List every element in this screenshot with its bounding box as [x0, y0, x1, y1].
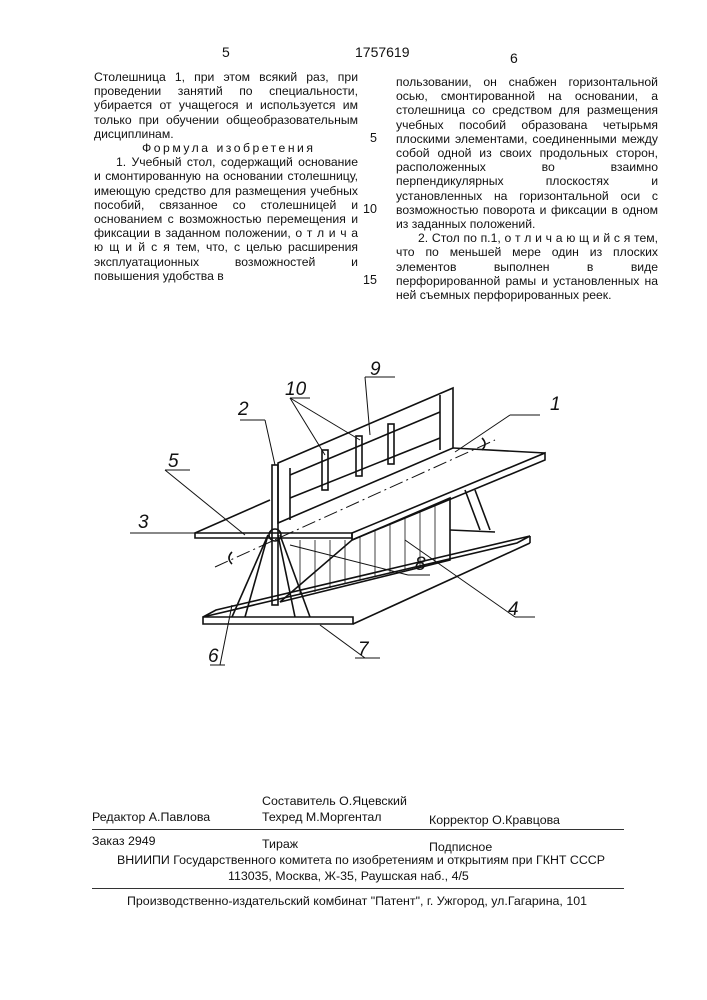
panel-lower — [280, 498, 450, 602]
organization: ВНИИПИ Государственного комитета по изобретениям и открытиям при ГКНТ СССР — [117, 853, 606, 867]
techred: Техред М.Моргентал — [262, 810, 382, 824]
figure-label: 3 — [138, 512, 149, 533]
figure-label: 5 — [168, 451, 179, 472]
figure-label: 1 — [550, 394, 561, 415]
left-page-number: 5 — [222, 44, 230, 60]
figure-drawing — [120, 330, 590, 680]
figure-label: 8 — [415, 554, 426, 575]
publisher: Производственно-издательский комбинат "Патент", г. Ужгород, ул.Гагарина, 101 — [127, 894, 587, 908]
paragraph-intro: Столешница 1, при этом всякий раз, при проведении занятий по специальности, убирается от учащегося и используется им только при обучении общеобразовательным дисциплинам. — [94, 70, 358, 141]
order-number: Заказ 2949 — [92, 834, 156, 848]
subscription: Подписное — [429, 840, 493, 854]
corrector: Корректор О.Кравцова — [429, 813, 560, 827]
base-frame — [203, 536, 530, 617]
right-page-number: 6 — [510, 50, 518, 66]
rotation-arrow — [482, 438, 485, 450]
line-number: 5 — [370, 131, 377, 145]
pivot-hub — [269, 529, 281, 541]
circulation: Тираж — [262, 837, 299, 851]
tabletop-left — [195, 533, 352, 538]
claim-1-text: 1. Учебный стол, содержащий основание и смонтированную на основании столешницу, имеющую средство для размещения учебных пособий, связанное со столешницей и основанием с возможностью перемещения и фиксации в заданном положении, о т л и ч а ю щ и й с я тем, что, с целью расширения эксплуатационных возможностей и повышения удобства в — [94, 155, 358, 283]
panel-vertical — [272, 465, 278, 605]
leg — [278, 535, 295, 617]
rotation-arrow — [229, 552, 232, 564]
claim-2-text: 2. Стол по п.1, о т л и ч а ю щ и й с я тем, что по меньшей мере один из плоских элементов выполнен в виде перфорированной рамы и установленных на ней съемных перфорированных реек. — [396, 231, 658, 303]
horizontal-axis — [215, 440, 495, 567]
address: 113035, Москва, Ж-35, Раушская наб., 4/5 — [228, 869, 469, 883]
right-column — [396, 75, 658, 302]
figure-label: 7 — [358, 639, 369, 660]
divider — [92, 888, 624, 889]
figure-label: 6 — [208, 646, 219, 667]
divider — [92, 829, 624, 830]
claims-heading: Формула изобретения — [142, 141, 316, 156]
editor: Редактор А.Павлова — [92, 810, 211, 824]
claim-1-continued: пользовании, он снабжен горизонтальной осью, смонтированной на основании, а столешница со средством для размещения учебных пособий образована четырьмя плоскими элементами, соединенными между собой одной из своих продольных сторон, расположенных во взаимно перпендикулярных плоскостях и установленных на горизонтальной оси с возможностью поворота и фиксации в одном из заданных положений. — [396, 75, 658, 232]
figure-label: 2 — [238, 399, 249, 420]
figure-label: 9 — [370, 359, 381, 380]
leg — [280, 535, 310, 617]
leg — [232, 535, 268, 617]
compiler: Составитель О.Яцевский — [262, 794, 407, 808]
patent-number: 1757619 — [355, 44, 410, 60]
line-number: 15 — [363, 273, 377, 287]
figure-label: 10 — [285, 379, 307, 400]
left-column — [94, 70, 358, 283]
figure-label: 4 — [508, 599, 519, 620]
line-number: 10 — [363, 202, 377, 216]
